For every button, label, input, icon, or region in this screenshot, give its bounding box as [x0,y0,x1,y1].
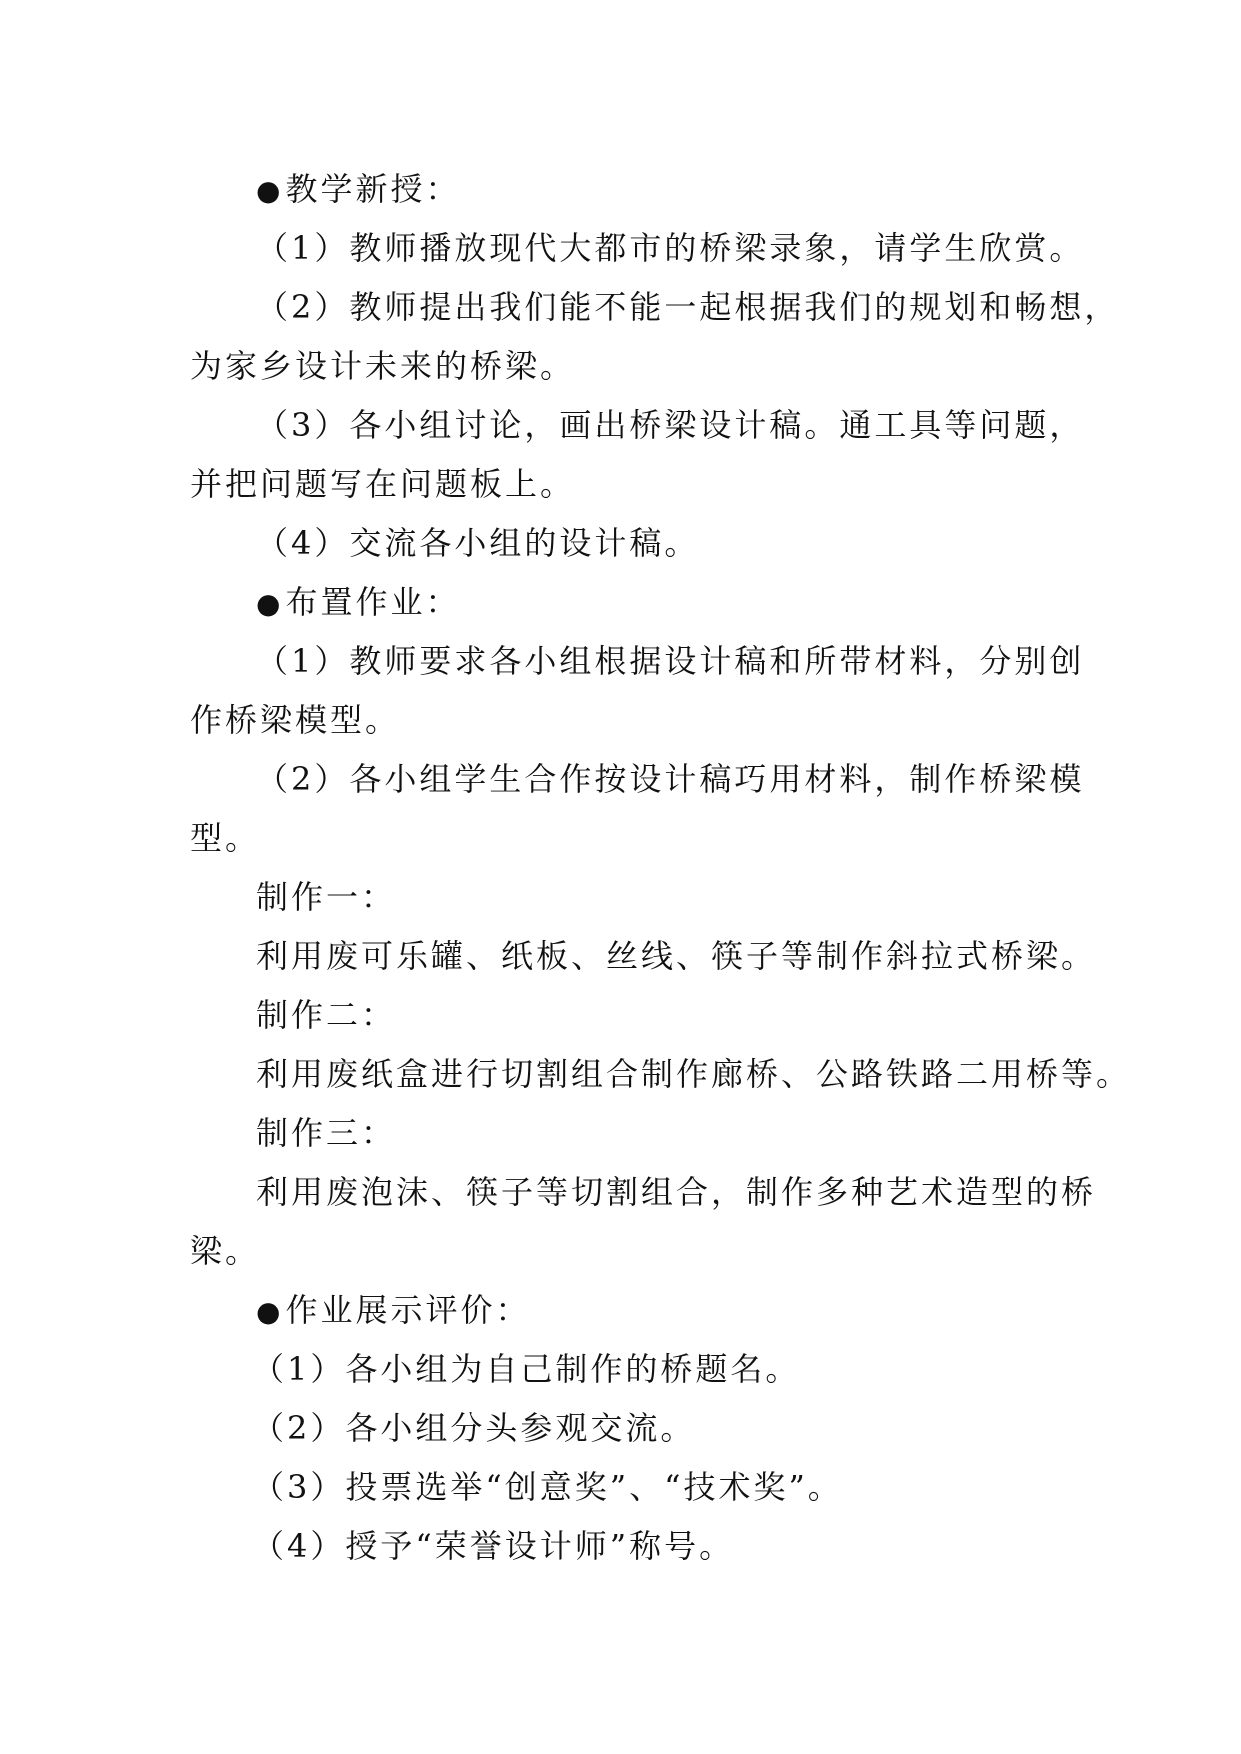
bullet-icon: ● [256,587,284,620]
section-heading-homework [190,573,1080,632]
bullet-icon: ● [256,1295,284,1328]
making-title: 制作一： [256,878,397,916]
heading-text: 教学新授： [285,170,461,208]
making-text: 利用废泡沫、筷子等切割组合，制作多种艺术造型的桥 [256,1173,1097,1211]
paragraph-line: 型。 [190,819,261,857]
paragraph-line: （3）各小组讨论，画出桥梁设计稿。通工具等问题， [256,406,1085,444]
section-heading-evaluation [190,1281,1080,1340]
bullet-icon: ● [256,174,284,207]
paragraph-line: （2）各小组分头参观交流。 [252,1409,696,1447]
heading-text: 布置作业： [285,583,461,621]
paragraph-line: （2）教师提出我们能不能一起根据我们的规划和畅想， [256,288,1120,326]
paragraph-line: （4）交流各小组的设计稿。 [256,524,700,562]
paragraph-line: （1）教师播放现代大都市的桥梁录象，请学生欣赏。 [256,229,1085,267]
heading-text: 作业展示评价： [285,1291,531,1329]
paragraph-line: 并把问题写在问题板上。 [190,465,576,503]
paragraph-line: （2）各小组学生合作按设计稿巧用材料，制作桥梁模 [256,760,1085,798]
paragraph-line: （4）授予“荣誉设计师”称号。 [252,1527,735,1565]
paragraph-line: （1）各小组为自己制作的桥题名。 [252,1350,801,1388]
paragraph-line: 作桥梁模型。 [190,701,401,739]
paragraph-line: 为家乡设计未来的桥梁。 [190,347,576,385]
section-heading-teaching [190,160,1080,219]
paragraph-line: （1）教师要求各小组根据设计稿和所带材料，分别创 [256,642,1085,680]
making-title: 制作二： [256,996,397,1034]
making-title: 制作三： [256,1114,397,1152]
making-text: 利用废纸盒进行切割组合制作廊桥、公路铁路二用桥等。 [256,1055,1132,1093]
making-text: 利用废可乐罐、纸板、丝线、筷子等制作斜拉式桥梁。 [256,937,1097,975]
document-page [190,160,1132,1576]
making-text: 梁。 [190,1232,261,1270]
paragraph-line: （3）投票选举“创意奖”、“技术奖”。 [252,1468,843,1506]
